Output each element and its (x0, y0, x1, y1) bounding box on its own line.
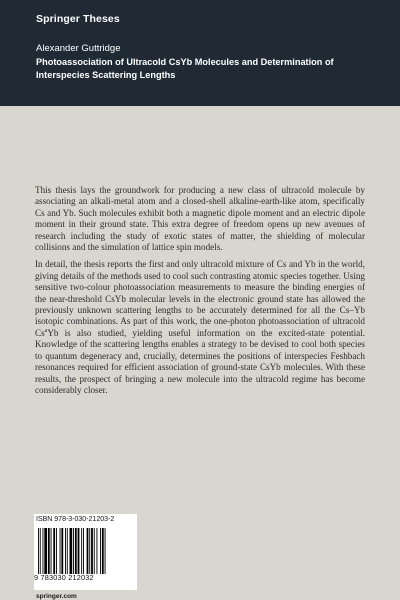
barcode-bar (51, 528, 52, 574)
barcode-bar (78, 528, 80, 574)
abstract-paragraph-2-text-rest: Yb is also studied, yielding useful information on the excited-state potential. Knowledge of the scattering lengths enables a strategy to be devised to cool both species to quantum degeneracy and, crucially, determines the positions of interspecies Feshbach resonances required for efficient association of ground-state CsYb molecules. With these results, the prospect of bringing a new molecule into the ultracold regime has become considerably closer. (35, 327, 365, 395)
barcode-bar (75, 528, 77, 574)
barcode-bar (105, 528, 106, 574)
barcode-bar (43, 528, 44, 574)
abstract-paragraph-1: This thesis lays the groundwork for producing a new class of ultracold molecule by associating an alkali-metal atom and a closed-shell alkaline-earth-like atom, specifically Cs and Yb. Such molecules exhibit both a magnetic dipole moment and an electric dipole moment in their ground state. This extra degree of freedom opens up new avenues of research including the study of exotic states of matter, the shielding of molecular collisions and the simulation of lattice spin models. (35, 185, 365, 253)
barcode-box (34, 514, 137, 590)
barcode-bar (67, 528, 68, 574)
barcode-bar (38, 528, 39, 574)
barcode-bar (60, 528, 61, 574)
superscript-isotope: a (44, 327, 48, 334)
barcode-icon (38, 528, 132, 574)
header-band (0, 0, 400, 106)
barcode-bar (44, 528, 47, 574)
barcode-bar (65, 528, 66, 574)
abstract-paragraph-2-text: In detail, the thesis reports the first and only ultracold mixture of Cs and Yb in the world, giving details of the methods used to cool such contrasting atomic species together. Using sensitive two-colour photoassociation measurements to measure the binding energies of the near-threshold CsYb molecular levels in the electronic ground state has allowed the previously unknown scattering lengths to be accurately determined for all the Cs–Yb isotopic combinations. As part of this work, the one-photon photoassociation of ultracold Cs (35, 259, 365, 338)
barcode-bar (61, 528, 63, 574)
series-name: Springer Theses (36, 13, 120, 25)
book-title: Photoassociation of Ultracold CsYb Molecules and Determination of Interspecies Scattering Lengths (36, 57, 334, 80)
barcode-bar (70, 528, 73, 574)
barcode-bar (100, 528, 101, 574)
barcode-bar (87, 528, 89, 574)
barcode-bar (73, 528, 74, 574)
barcode-bar (94, 528, 95, 574)
publisher-url: springer.com (36, 593, 77, 600)
barcode-bar (56, 528, 57, 574)
isbn-label: ISBN 978-3-030-21203-2 (36, 516, 115, 523)
abstract-paragraph-2 (35, 259, 365, 396)
barcode-bar (91, 528, 93, 574)
author-name: Alexander Guttridge (36, 43, 121, 54)
barcode-bar (89, 528, 90, 574)
abstract (35, 185, 365, 402)
barcode-bar (48, 528, 50, 574)
barcode-bar (97, 528, 98, 574)
barcode-bar (102, 528, 104, 574)
barcode-bar (83, 528, 84, 574)
barcode-bar (53, 528, 55, 574)
barcode-digits: 9 783030 212032 (34, 573, 94, 582)
barcode-bar (81, 528, 82, 574)
barcode-bar (40, 528, 41, 574)
